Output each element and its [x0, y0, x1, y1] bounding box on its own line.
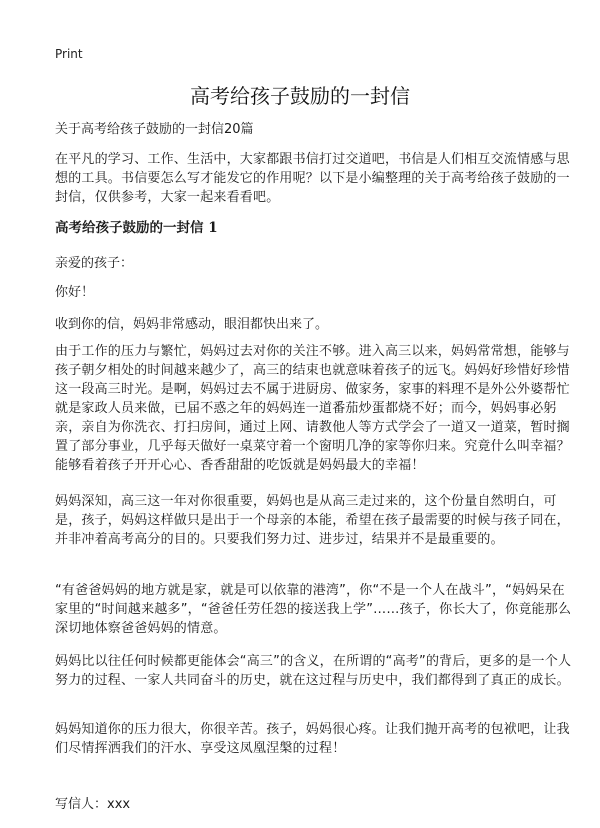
intro-paragraph: 在平凡的学习、工作、生活中，大家都跟书信打过交道吧，书信是人们相互交流情感与思想的工具。书信要怎么写才能发它的作用呢？以下是小编整理的关于高考给孩子鼓励的一封信，仅供参考，大家一起来看看吧。: [55, 152, 570, 205]
section-heading: 高考给孩子鼓励的一封信 1: [55, 220, 218, 236]
letter-paragraph-3: 妈妈深知，高三这一年对你很重要，妈妈也是从高三走过来的，这个份量自然明白，可是，孩子，妈妈这样做只是出于一个母亲的本能，希望在孩子最需要的时候与孩子同在，并非冲着高考高分的目的。只要我们努力过、进步过，结果并不是最重要的。: [55, 494, 570, 547]
letter-paragraph-6: 妈妈知道你的压力很大，你很辛苦。孩子，妈妈很心疼。让我们抛开高考的包袱吧，让我们尽情挥洒我们的汗水、享受这凤凰涅槃的过程！: [55, 722, 570, 756]
article-subtitle: 关于高考给孩子鼓励的一封信20篇: [55, 122, 254, 137]
letter-paragraph-5: 妈妈比以往任何时候都更能体会“高三”的含义，在所谓的“高考”的背后，更多的是一个人努力的过程、一家人共同奋斗的历史，就在这过程与历史中，我们都得到了真正的成长。: [55, 654, 572, 688]
letter-signature: 写信人：xxx: [55, 797, 131, 812]
letter-paragraph-2: 由于工作的压力与繁忙，妈妈过去对你的关注不够。进入高三以来，妈妈常常想，能够与孩子朝夕相处的时间越来越少了，高三的结束也就意味着孩子的远飞。妈妈好珍惜好珍惜这一段高三时光。是啊，妈妈过去不属于进厨房、做家务，家事的料理不是外公外婆帮忙就是家政人员来做，已届不惑之年的妈妈连一道番茄炒蛋都烧不好；而今，妈妈事必躬亲，亲自为你洗衣、打扫房间，通过上网、请教他人等方式学会了一道又一道菜，暂时搁置了部分事业，几乎每天做好一桌菜守着一个窗明几净的家等你归来。究竟什么叫幸福？能够看着孩子开开心心、香香甜甜的吃饭就是妈妈最大的幸福！: [55, 344, 570, 473]
letter-greeting: 亲爱的孩子：: [55, 256, 134, 271]
letter-paragraph-4: “有爸爸妈妈的地方就是家，就是可以依靠的港湾”，你“不是一个人在战斗”，“妈妈呆在家里的“时间越来越多”，“爸爸任劳任怨的接送我上学”……孩子，你长大了，你竟能那么深切地体察爸爸妈妈的情意。: [55, 583, 572, 636]
letter-hello: 你好！: [55, 285, 95, 300]
print-link[interactable]: Print: [55, 47, 83, 61]
page-title: 高考给孩子鼓励的一封信: [190, 84, 410, 108]
letter-paragraph-1: 收到你的信，妈妈非常感动，眼泪都快出来了。: [55, 317, 329, 332]
